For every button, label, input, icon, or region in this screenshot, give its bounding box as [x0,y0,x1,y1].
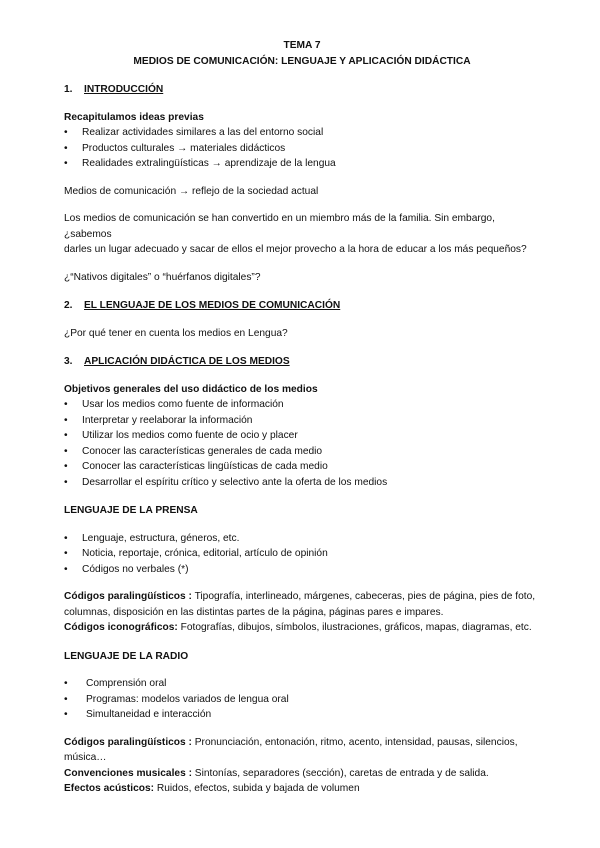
section-1-heading [64,82,540,98]
tema-label: TEMA 7 [283,40,321,51]
radio-paralinguistic-line [64,735,540,766]
section-3-title: APLICACIÓN DIDÁCTICA DE LOS MEDIOS [84,356,290,367]
list-item: • Programas: modelos variados de lengua oral [64,692,540,708]
press-paralinguistic-label: Códigos paralingüísticos : [64,591,192,602]
list-item: • Realizar actividades similares a las del entorno social [64,125,540,141]
paragraph: Medios de comunicación → reflejo de la sociedad actual [64,185,319,197]
radio-paralinguistic-label: Códigos paralingüísticos : [64,736,192,748]
list-item: • Usar los medios como fuente de información [64,397,540,413]
recap-list [64,125,540,172]
list-item: • Utilizar los medios como fuente de ocio y placer [64,428,540,444]
list-item: • Comprensión oral [64,676,540,692]
press-list [64,531,540,578]
list-item: • Productos culturales → materiales didácticos [64,141,540,157]
press-iconographic-text: Fotografías, dibujos, símbolos, ilustraciones, gráficos, mapas, diagramas, etc. [177,622,532,633]
section-2-title: EL LENGUAJE DE LOS MEDIOS DE COMUNICACIÓN [84,300,341,311]
radio-musical-text: Sintonías, separadores (sección), caretas de entrada y de salida. [191,767,489,779]
objectives-list [64,397,540,490]
press-language-heading: LENGUAJE DE LA PRENSA [64,505,198,516]
recap-title: Recapitulamos ideas previas [64,111,204,123]
list-item: • Lenguaje, estructura, géneros, etc. [64,531,540,547]
list-item: • Interpretar y reelaborar la información [64,413,540,429]
list-item: • Desarrollar el espíritu crítico y selectivo ante la oferta de los medios [64,475,540,491]
list-item: • Simultaneidad e interacción [64,707,540,723]
radio-acoustic-text: Ruidos, efectos, subida y bajada de volumen [154,783,360,794]
radio-musical-line [64,766,540,782]
paragraph-line: darles un lugar adecuado y sacar de ellos el mejor provecho a la hora de educar a los más pequeños? [64,244,527,255]
radio-musical-label: Convenciones musicales : [64,767,192,779]
paragraph: ¿Por qué tener en cuenta los medios en Lengua? [64,327,288,339]
section-3-heading [64,354,540,370]
section-2-heading [64,298,540,314]
radio-acoustic-line [64,781,540,797]
radio-list [64,676,540,723]
list-item: • Conocer las características lingüísticas de cada medio [64,459,540,475]
objectives-title: Objetivos generales del uso didáctico de los medios [64,383,318,395]
list-item: • Noticia, reportaje, crónica, editorial, artículo de opinión [64,546,540,562]
document-title: MEDIOS DE COMUNICACIÓN: LENGUAJE Y APLICACIÓN DIDÁCTICA [133,55,471,67]
radio-acoustic-label: Efectos acústicos: [64,783,155,794]
press-paralinguistic-line-2: columnas, disposición en las distintas partes de la página, páginas pares e impares. [64,606,444,618]
radio-paralinguistic-text: Pronunciación, entonación, ritmo, acento, intensidad, pausas, silencios, música… [64,736,518,763]
section-1-number: 1. [64,84,73,95]
paragraph-line: Los medios de comunicación se han convertido en un miembro más de la familia. Sin embargo, ¿sabemos [64,213,495,240]
radio-language-heading: LENGUAJE DE LA RADIO [64,650,189,662]
section-3-number: 3. [64,356,73,367]
list-item: • Realidades extralingüísticas → aprendizaje de la lengua [64,156,540,172]
press-paralinguistic-line [64,589,540,605]
section-1-title: INTRODUCCIÓN [84,84,164,95]
press-iconographic-line [64,620,540,636]
section-2-number: 2. [64,300,73,311]
list-item: • Códigos no verbales (*) [64,562,540,578]
press-paralinguistic-text: Tipografía, interlineado, márgenes, cabeceras, pies de página, pies de foto, [191,591,536,602]
press-iconographic-label: Códigos iconográficos: [64,622,178,633]
list-item: • Conocer las características generales de cada medio [64,444,540,460]
paragraph: ¿“Nativos digitales” o “huérfanos digitales”? [64,271,261,283]
